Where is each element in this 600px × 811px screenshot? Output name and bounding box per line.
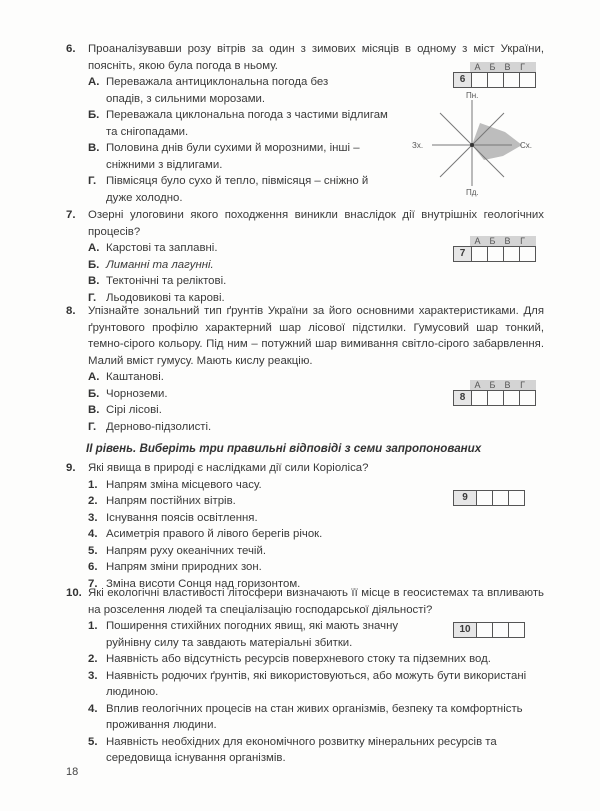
option-text: Вплив геологічних процесів на стан живих організмів, безпеку та комфортність проживання людини. bbox=[106, 702, 523, 731]
question-number: 9. bbox=[66, 462, 76, 474]
option-text: Половина днів були сухими й морозними, інші – сніжними з відлигами. bbox=[106, 142, 360, 171]
option-2 bbox=[88, 651, 544, 668]
answer-grid-10[interactable] bbox=[453, 622, 525, 638]
answer-cell[interactable] bbox=[487, 391, 503, 405]
label-north: Пн. bbox=[466, 91, 479, 100]
option-text: Льодовикові та карові. bbox=[106, 291, 225, 304]
option-letter: Г. bbox=[88, 420, 97, 433]
answer-cell[interactable] bbox=[508, 491, 524, 505]
option-text: Існування поясів освітлення. bbox=[106, 511, 258, 524]
answer-number: 7 bbox=[454, 247, 471, 261]
option-letter: Г. bbox=[88, 175, 97, 187]
answer-cell[interactable] bbox=[487, 247, 503, 261]
option-number: 2. bbox=[88, 495, 98, 507]
option-text: Напрям зміна місцевого часу. bbox=[106, 478, 262, 491]
option-letter: А. bbox=[88, 371, 100, 383]
answer-cell[interactable] bbox=[508, 623, 524, 637]
question-10 bbox=[66, 585, 544, 767]
answer-header bbox=[470, 62, 536, 72]
option-text: Каштанові. bbox=[106, 371, 164, 383]
option-5 bbox=[88, 734, 544, 767]
answer-number: 8 bbox=[454, 391, 471, 405]
answer-header bbox=[470, 380, 536, 390]
option-d bbox=[88, 173, 396, 206]
option-d bbox=[88, 419, 544, 436]
question-text: Які явища в природі є наслідками дії сили Коріоліса? bbox=[88, 462, 369, 474]
option-letter: В. bbox=[88, 404, 100, 416]
question-number: 6. bbox=[66, 43, 76, 55]
option-text: Півмісяця було сухо й тепло, півмісяця – сніжно й дуже холодно. bbox=[106, 175, 369, 204]
answer-grid-9[interactable] bbox=[453, 490, 525, 506]
wind-rose-shape bbox=[472, 123, 522, 160]
option-text: Лиманні та лагунні. bbox=[106, 258, 214, 271]
header-a: А bbox=[474, 380, 481, 390]
answer-cell[interactable] bbox=[471, 391, 487, 405]
answer-number: 6 bbox=[454, 73, 471, 87]
option-number: 4. bbox=[88, 702, 98, 715]
answer-cell[interactable] bbox=[503, 391, 519, 405]
question-9 bbox=[66, 460, 544, 592]
option-text: Дерново-підзолисті. bbox=[106, 420, 212, 433]
answer-number: 10 bbox=[454, 623, 476, 637]
answer-cell[interactable] bbox=[471, 73, 487, 87]
option-text: Напрям руху океанічних течій. bbox=[106, 544, 266, 557]
option-a bbox=[88, 74, 396, 107]
option-letter: Г. bbox=[88, 291, 97, 304]
option-number: 3. bbox=[88, 511, 98, 524]
header-c: В bbox=[504, 62, 511, 72]
page-number: 18 bbox=[66, 766, 79, 778]
option-number: 1. bbox=[88, 478, 98, 491]
answer-header bbox=[470, 236, 536, 246]
option-text: Наявність необхідних для економічного розвитку мінеральних ресурсів та середовища існування організмів. bbox=[106, 735, 497, 764]
option-letter: Б. bbox=[88, 109, 100, 121]
header-a: А bbox=[474, 62, 481, 72]
option-3 bbox=[88, 668, 544, 701]
option-number: 5. bbox=[88, 544, 98, 557]
option-number: 1. bbox=[88, 620, 98, 632]
center-point bbox=[470, 143, 474, 147]
option-text: Зміна висоти Сонця над горизонтом. bbox=[106, 577, 301, 590]
answer-cell[interactable] bbox=[519, 73, 535, 87]
label-west: Зх. bbox=[412, 141, 424, 150]
option-text: Карстові та заплавні. bbox=[106, 242, 218, 254]
answer-number: 9 bbox=[454, 491, 476, 505]
option-c bbox=[88, 273, 544, 290]
answer-cell[interactable] bbox=[476, 491, 492, 505]
option-text: Наявність родючих ґрунтів, які використовуються, або можуть бути використані людиною. bbox=[106, 669, 527, 698]
answer-cell[interactable] bbox=[487, 73, 503, 87]
wind-rose-diagram bbox=[410, 88, 540, 198]
answer-grid-7[interactable] bbox=[453, 236, 536, 262]
option-letter: А. bbox=[88, 76, 100, 88]
option-text: Напрям постійних вітрів. bbox=[106, 495, 236, 507]
option-text: Асиметрія правого й лівого берегів річок. bbox=[106, 528, 323, 540]
label-south: Пд. bbox=[466, 188, 479, 197]
option-3 bbox=[88, 510, 544, 527]
answer-cell[interactable] bbox=[492, 623, 508, 637]
question-8 bbox=[66, 303, 544, 435]
header-c: В bbox=[504, 236, 511, 246]
question-text: Озерні улоговини якого походження виникли внаслідок дії внутрішніх геологічних процесів? bbox=[88, 209, 544, 238]
level-heading: ІІ рівень. Виберіть три правильні відповіді з семи запропонованих bbox=[86, 442, 482, 455]
answer-cell[interactable] bbox=[503, 73, 519, 87]
answer-cell[interactable] bbox=[519, 247, 535, 261]
option-c bbox=[88, 140, 396, 173]
option-number: 5. bbox=[88, 735, 98, 748]
option-number: 2. bbox=[88, 653, 98, 665]
option-text: Чорноземи. bbox=[106, 387, 168, 400]
header-d: Г bbox=[520, 380, 525, 390]
question-number: 8. bbox=[66, 305, 76, 317]
header-c: В bbox=[504, 380, 511, 390]
option-6 bbox=[88, 559, 544, 576]
option-5 bbox=[88, 543, 544, 560]
option-b bbox=[88, 107, 396, 140]
question-text: Упізнайте зональний тип ґрунтів України за його основними характеристиками. Для ґрунтового профілю характерний шар лісової підстилки. Гумусовий шар тонкий, темно-сірого кольору. Під ним – потужний шар вимивання світло-сірого забарвлення. Малий вміст гумусу. Мають кислу реакцію. bbox=[88, 305, 544, 367]
header-d: Г bbox=[520, 62, 525, 72]
question-number: 7. bbox=[66, 209, 76, 221]
option-letter: Б. bbox=[88, 258, 100, 271]
answer-cell[interactable] bbox=[503, 247, 519, 261]
answer-cell[interactable] bbox=[476, 623, 492, 637]
answer-grid-6[interactable] bbox=[453, 62, 536, 88]
option-text: Переважала циклональна погода з частими відлигам та снігопадами. bbox=[106, 109, 388, 138]
header-d: Г bbox=[520, 236, 525, 246]
header-b: Б bbox=[489, 236, 496, 246]
option-number: 7. bbox=[88, 577, 98, 590]
header-b: Б bbox=[489, 62, 496, 72]
option-number: 4. bbox=[88, 528, 98, 540]
option-text: Переважала антициклональна погода без опадів, з сильними морозами. bbox=[106, 76, 329, 105]
answer-cell[interactable] bbox=[519, 391, 535, 405]
option-4 bbox=[88, 526, 544, 543]
answer-grid-8[interactable] bbox=[453, 380, 536, 406]
option-letter: А. bbox=[88, 242, 100, 254]
option-number: 6. bbox=[88, 561, 98, 573]
label-east: Сх. bbox=[520, 141, 532, 150]
option-letter: В. bbox=[88, 142, 100, 154]
header-a: А bbox=[474, 236, 481, 246]
question-text: Які екологічні властивості літосфери визначають її місце в геосистемах та впливають на розселення людей та спеціалізацію господарської діяльності? bbox=[88, 587, 544, 616]
option-text: Наявність або відсутність ресурсів поверхневого стоку та підземних вод. bbox=[106, 653, 491, 665]
option-4 bbox=[88, 701, 544, 734]
option-letter: Б. bbox=[88, 387, 100, 400]
header-b: Б bbox=[489, 380, 496, 390]
option-text: Сірі лісові. bbox=[106, 404, 162, 416]
answer-cell[interactable] bbox=[492, 491, 508, 505]
question-number: 10. bbox=[66, 587, 82, 599]
question-text: Проаналізувавши розу вітрів за один з зимових місяців в одному з міст України, поясніть, якою була погода в ньому. bbox=[88, 43, 544, 72]
option-text: Поширення стихійних погодних явищ, які мають значну руйнівну силу та завдають матеріальні збитки. bbox=[106, 620, 399, 649]
option-letter: В. bbox=[88, 275, 100, 287]
option-text: Напрям зміни природних зон. bbox=[106, 561, 262, 573]
option-number: 3. bbox=[88, 669, 98, 682]
option-text: Тектонічні та реліктові. bbox=[106, 275, 227, 287]
answer-cell[interactable] bbox=[471, 247, 487, 261]
